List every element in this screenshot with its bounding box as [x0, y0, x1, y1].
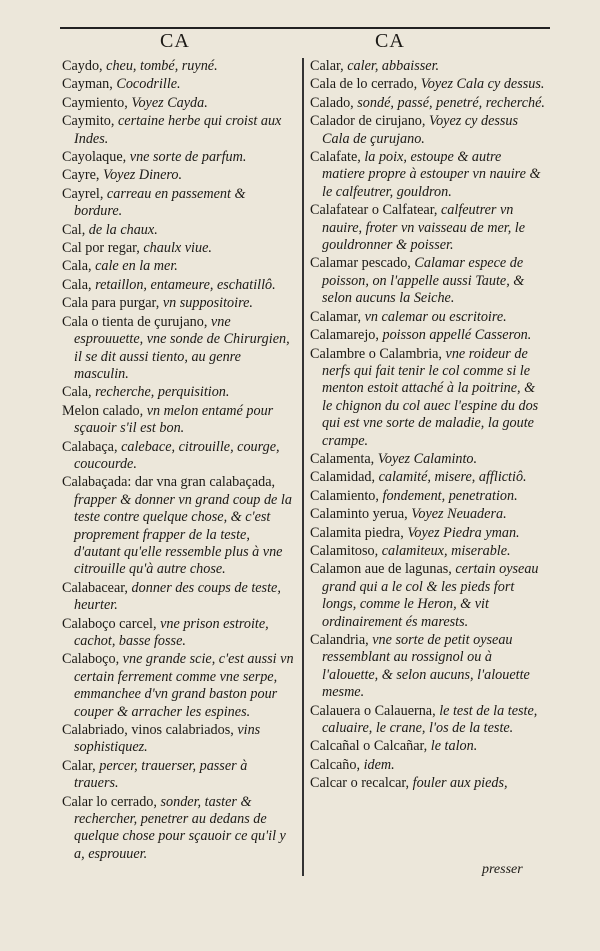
dictionary-entry — [62, 167, 294, 184]
entry-headword: Calcañal o Calcañar, — [310, 738, 428, 755]
entry-headword: Calabacear, — [62, 579, 128, 596]
entry-headword: Calafatear o Calfatear, — [310, 202, 438, 219]
dictionary-entry — [62, 149, 294, 166]
entry-headword: Cayolaque, — [62, 149, 127, 166]
dictionary-entry — [62, 651, 294, 721]
entry-definition: poisson appellé Casseron. — [378, 327, 532, 344]
entry-headword: Calamar, — [310, 308, 362, 325]
entry-headword: Calamar pescado, — [310, 255, 411, 272]
dictionary-entry — [62, 616, 294, 651]
entry-headword: Cayman, — [62, 76, 113, 93]
dictionary-entry — [310, 451, 546, 468]
entry-definition: calebace, citrouille, courge, coucourde. — [74, 438, 280, 472]
dictionary-entry — [62, 76, 294, 93]
dictionary-entry — [310, 703, 546, 738]
dictionary-entry — [62, 58, 294, 75]
entry-headword: Calar, — [62, 757, 96, 774]
dictionary-entry — [62, 95, 294, 112]
catchword: presser — [482, 862, 523, 877]
entry-headword: Calamita piedra, — [310, 524, 404, 541]
entry-headword: Cal, — [62, 221, 86, 238]
entry-headword: Calaboço, — [62, 651, 120, 668]
dictionary-entry — [62, 222, 294, 239]
entry-definition: percer, trauerser, passer à trauers. — [74, 757, 248, 792]
entry-definition: vn calemar ou escritoire. — [361, 308, 507, 325]
entry-definition: calamiteux, miserable. — [378, 542, 511, 559]
entry-definition: calamité, misere, afflictiô. — [375, 469, 527, 486]
dictionary-entry — [310, 506, 546, 523]
entry-headword: Calamitoso, — [310, 542, 379, 559]
entry-definition: retaillon, entameure, eschatillô. — [91, 276, 276, 293]
entry-definition: idem. — [360, 756, 395, 773]
entry-definition: vne sorte de petit oyseau ressemblant au rossignol ou à l'alouette, & selon aucuns, l'alouette mesme. — [322, 632, 530, 701]
dictionary-entry — [310, 525, 546, 542]
dictionary-entry — [310, 738, 546, 755]
entry-definition: vne prison estroite, cachot, basse fosse. — [74, 615, 269, 649]
dictionary-entry — [310, 327, 546, 344]
entry-definition: Voyez Cayda. — [127, 94, 208, 111]
entry-headword: Cala de lo cerrado, — [310, 76, 418, 93]
entry-definition: chaulx viue. — [139, 240, 212, 257]
column-divider — [302, 58, 304, 876]
dictionary-entry — [310, 346, 546, 450]
running-head-right: CA — [375, 30, 405, 52]
entry-definition: Voyez Cala cy dessus. — [417, 76, 545, 93]
entry-headword: Calamarejo, — [310, 327, 379, 344]
entry-headword: Caymiento, — [62, 94, 128, 111]
entry-headword: Calaboço carcel, — [62, 615, 157, 632]
dictionary-entry — [62, 240, 294, 257]
entry-definition: cheu, tombé, ruyné. — [102, 58, 218, 74]
entry-headword: Calamenta, — [310, 450, 375, 467]
entry-definition: sondé, passé, penetré, recherché. — [353, 94, 545, 111]
entry-headword: Calabaça, — [62, 438, 118, 455]
dictionary-entry — [310, 95, 546, 112]
entry-headword: Calar, — [310, 58, 344, 74]
dictionary-entry — [62, 295, 294, 312]
entry-headword: Cala, — [62, 384, 92, 401]
entry-headword: Cala, — [62, 258, 92, 275]
entry-headword: Calambre o Calambria, — [310, 345, 442, 362]
entry-headword: Calamon aue de lagunas, — [310, 561, 452, 578]
entry-definition: le talon. — [427, 738, 478, 755]
entry-headword: Calandria, — [310, 632, 369, 648]
entry-definition: recherche, perquisition. — [91, 384, 230, 401]
entry-definition: vne esprouuette, vne sonde de Chirurgien, il se dit aussi tiento, au genre masculin. — [74, 313, 290, 382]
entry-definition: le test de la teste, caluaire, le crane, l'os de la teste. — [322, 702, 538, 737]
entry-definition: vne roideur de nerfs qui fait tenir le col comme si le menton estoit attaché à la poitrine, & le chignon du col auec l'espine du dos qui est vne sorte de maladie, la goute crampe. — [322, 345, 539, 449]
entry-headword: Calaminto yerua, — [310, 506, 408, 523]
dictionary-entry — [62, 474, 294, 578]
left-column — [62, 58, 294, 864]
entry-definition: Cocodrille. — [112, 76, 181, 93]
entry-headword: Calcar o recalcar, — [310, 775, 410, 792]
dictionary-entry — [62, 384, 294, 401]
entry-headword: Calador de cirujano, — [310, 113, 426, 130]
dictionary-entry — [62, 314, 294, 384]
dictionary-entry — [310, 561, 546, 631]
dictionary-entry — [310, 488, 546, 505]
entry-definition: la poix, estoupe & autre matiere propre à estouper vn nauire & le calfeutrer, gouldron. — [322, 149, 541, 200]
dictionary-entry — [310, 255, 546, 307]
entry-headword: Calamidad, — [310, 469, 376, 486]
dictionary-entry — [310, 469, 546, 486]
dictionary-entry — [62, 758, 294, 793]
entry-definition: Calamar espece de poisson, on l'appelle aussi Taute, & selon aucuns la Seiche. — [322, 255, 525, 307]
entry-definition: Voyez Piedra yman. — [403, 524, 520, 541]
dictionary-entry — [310, 113, 546, 148]
dictionary-entry — [310, 149, 546, 201]
entry-definition: vn suppositoire. — [159, 295, 253, 312]
entry-headword: Calabaçada: dar vna gran calabaçada, — [62, 474, 276, 491]
header-rule — [60, 27, 550, 29]
entry-definition: Voyez Dinero. — [99, 167, 183, 184]
entry-headword: Calabriado, vinos calabriados, — [62, 722, 234, 739]
entry-definition: carreau en passement & bordure. — [74, 185, 246, 220]
dictionary-entry — [62, 403, 294, 438]
dictionary-entry — [310, 58, 546, 75]
dictionary-entry — [310, 775, 546, 792]
entry-headword: Caymito, — [62, 113, 115, 130]
dictionary-entry — [310, 757, 546, 774]
dictionary-entry — [310, 543, 546, 560]
dictionary-entry — [62, 722, 294, 757]
entry-headword: Cayre, — [62, 167, 100, 184]
entry-definition: donner des coups de teste, heurter. — [74, 579, 281, 614]
running-head-left: CA — [160, 30, 190, 52]
entry-definition: cale en la mer. — [91, 258, 178, 275]
dictionary-entry — [62, 113, 294, 148]
entry-headword: Cala o tienta de çurujano, — [62, 313, 208, 330]
entry-definition: fouler aux pieds, — [409, 775, 508, 792]
entry-definition: Voyez cy dessus Cala de çurujano. — [322, 113, 519, 147]
entry-definition: Voyez Neuadera. — [407, 506, 507, 523]
entry-headword: Calar lo cerrado, — [62, 793, 157, 810]
entry-definition: vins sophistiquez. — [74, 722, 261, 756]
entry-headword: Cayrel, — [62, 185, 104, 202]
entry-headword: Calcaño, — [310, 756, 361, 773]
entry-headword: Caydo, — [62, 58, 103, 74]
entry-definition: fondement, penetration. — [378, 487, 518, 504]
dictionary-entry — [62, 794, 294, 864]
entry-headword: Cal por regar, — [62, 240, 140, 257]
entry-headword: Melon calado, — [62, 402, 144, 419]
entry-definition: vne sorte de parfum. — [126, 149, 247, 166]
entry-headword: Cala, — [62, 276, 92, 293]
entry-definition: sonder, taster & rechercher, penetrer au dedans de quelque chose pour sçauoir ce qu'il y a, esprouuer. — [74, 793, 286, 862]
entry-definition: vne grande scie, c'est aussi vn certain ferrement comme vne serpe, emmanchee d'vn grand baston pour couper & arracher les espines. — [74, 651, 294, 720]
dictionary-entry — [62, 580, 294, 615]
dictionary-entry — [62, 277, 294, 294]
right-column — [310, 58, 546, 794]
dictionary-entry — [62, 258, 294, 275]
dictionary-entry — [310, 632, 546, 702]
entry-definition: certaine herbe qui croist aux Indes. — [74, 113, 282, 147]
entry-definition: caler, abbaisser. — [343, 58, 440, 74]
entry-headword: Cala para purgar, — [62, 295, 160, 312]
entry-definition: frapper & donner vn grand coup de la teste contre quelque chose, & c'est proprement frapper de la teste, d'autant qu'elle ressemble plus à vne citrouille qu'à autre chose. — [74, 491, 292, 578]
entry-headword: Calado, — [310, 94, 354, 111]
entry-definition: certain oyseau grand qui a le col & les pieds fort longs, comme le Heron, & vit ordinairement és marests. — [322, 561, 539, 630]
entry-headword: Calauera o Calauerna, — [310, 702, 436, 719]
entry-headword: Calamiento, — [310, 487, 379, 504]
entry-headword: Calafate, — [310, 149, 361, 166]
entry-definition: calfeutrer vn nauire, froter vn vaisseau de mer, le gouldronner & poisser. — [322, 202, 526, 254]
entry-definition: vn melon entamé pour sçauoir s'il est bon. — [74, 402, 274, 437]
dictionary-entry — [62, 186, 294, 221]
dictionary-entry — [310, 76, 546, 93]
dictionary-entry — [310, 202, 546, 254]
entry-definition: Voyez Calaminto. — [374, 450, 478, 467]
entry-definition: de la chaux. — [85, 221, 158, 238]
dictionary-entry — [62, 439, 294, 474]
dictionary-entry — [310, 309, 546, 326]
